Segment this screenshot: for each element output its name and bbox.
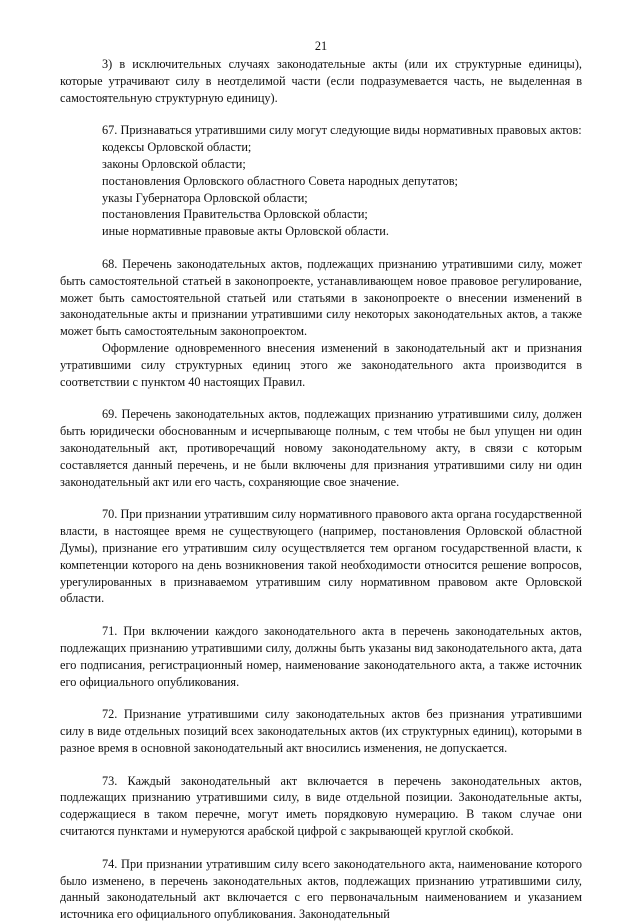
list-item: кодексы Орловской области; — [102, 140, 252, 155]
paragraph: 70. При признании утратившим силу нормативного правового акта органа государственной власти, в настоящее время не существующего (например, постановления Орловской областной Думы), признание его утратившим силу осуществляется тем органом государственной власти, к компетенции которого на день возникновения такой необходимости относится решение вопросов, урегулированных в признаваемом утратившим силу нормативном правовом акте Орловской области. — [60, 507, 582, 606]
list-item: постановления Орловского областного Совета народных депутатов; — [102, 173, 458, 188]
page-number: 21 — [314, 39, 328, 53]
list-item: иные нормативные правовые акты Орловской области. — [102, 224, 389, 239]
document-page — [60, 38, 582, 923]
paragraph: 67. Признаваться утратившими силу могут следующие виды нормативных правовых актов: — [102, 123, 582, 138]
list-item: постановления Правительства Орловской области; — [102, 207, 368, 222]
paragraph: 74. При признании утратившим силу всего законодательного акта, наименование которого было изменено, в перечень законодательных актов, подлежащих признанию утратившими силу, данный законодательный акт включается с его первоначальным наименованием и указанием источника его официального опубликования. Законодательный — [60, 856, 582, 922]
paragraph: 3) в исключительных случаях законодательные акты (или их структурные единицы), которые утрачивают силу в неотделимой части (если подразумевается часть, не выделенная в самостоятельную структурную единицу). — [60, 57, 582, 105]
paragraph: Оформление одновременного внесения изменений в законодательный акт и признания утратившими силу структурных единиц этого же законодательного акта производится в соответствии с пунктом 40 настоящих Правил. — [60, 340, 582, 389]
paragraph: 71. При включении каждого законодательного акта в перечень законодательных актов, подлежащих признанию утратившими силу, должны быть указаны вид законодательного акта, дата его подписания, регистрационный номер, наименование законодательного акта, а также источник его официального опубликования. — [60, 624, 582, 689]
document-body — [60, 56, 582, 923]
list-item: указы Губернатора Орловской области; — [102, 190, 308, 205]
paragraph: 72. Признание утратившими силу законодательных актов без признания утратившими силу в виде отдельных позиций всех законодательных актов (их структурных единиц), которыми в разное время в основной законодательный акт вносились изменения, не допускается. — [60, 707, 582, 755]
paragraph: 73. Каждый законодательный акт включается в перечень законодательных актов, подлежащих признанию утратившими силу, в виде отдельной позиции. Законодательные акты, содержащиеся в таком перечне, могут иметь порядковую нумерацию. В таком случае они считаются пунктами и нумеруются арабской цифрой с закрывающей круглой скобкой. — [60, 773, 582, 839]
list-item: законы Орловской области; — [102, 156, 246, 171]
paragraph: 69. Перечень законодательных актов, подлежащих признанию утратившими силу, должен быть юридически обоснованным и исчерпывающе полным, с тем чтобы не был упущен ни один законодательный акт, противоречащий новому законодательному акту, в связи с которым составляется данный перечень, и не были включены для признания утратившими силу ни один законодательный акт или его часть, сохраняющие свое значение. — [60, 407, 582, 489]
paragraph: 68. Перечень законодательных актов, подлежащих признанию утратившими силу, может быть самостоятельной статьей в законопроекте, устанавливающем новое правовое регулирование, может быть самостоятельной статьей или статьями в законопроекте о внесении изменений в законодательные акты и признании утратившими силу некоторых законодательных актов, а также может быть самостоятельным законопроектом. — [60, 256, 582, 339]
